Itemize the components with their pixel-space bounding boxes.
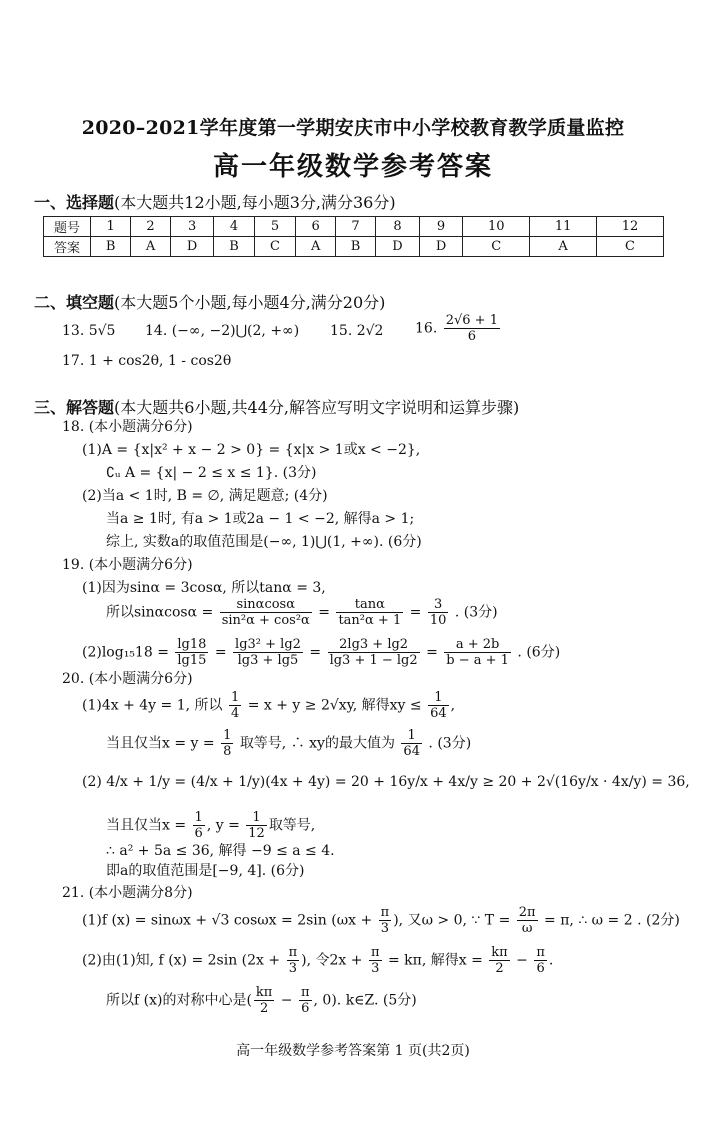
fraction — [221, 728, 233, 759]
section1-title: 一、选择题 — [34, 193, 115, 212]
score-note: . (6分) — [517, 644, 561, 661]
expr-text: − — [516, 952, 528, 969]
score-note: . (3分) — [454, 604, 498, 621]
numerator: tanα — [336, 597, 403, 613]
denominator: 6 — [194, 826, 203, 841]
expr-text: , — [450, 697, 456, 714]
answer-cell: D — [170, 237, 214, 257]
denominator: 3 — [371, 961, 380, 976]
expr-text: , y = — [206, 817, 240, 834]
fraction — [534, 945, 547, 976]
numerator: 2π — [518, 905, 536, 920]
row-label-answer: 答案 — [44, 237, 91, 257]
denominator: tan²α + 1 — [338, 613, 402, 628]
numerator: 2√6 + 1 — [445, 313, 498, 328]
fraction — [428, 690, 449, 721]
q20-part1 — [82, 690, 455, 721]
fraction — [489, 945, 509, 976]
question-number: 6 — [296, 217, 336, 237]
denominator: lg3 + 1 − lg2 — [329, 653, 418, 668]
numerator: π — [300, 985, 310, 1000]
answer-cell: D — [419, 237, 463, 257]
fraction — [287, 945, 300, 976]
question-number: 4 — [214, 217, 254, 237]
numerator: π — [370, 945, 380, 960]
q21-heading: 21. (本小题满分8分) — [62, 885, 193, 901]
expr-text: 取等号, — [268, 817, 316, 834]
q20-part2 — [82, 773, 690, 791]
exam-title: 2020–2021学年度第一学期安庆市中小学校教育教学质量监控 — [81, 117, 625, 139]
numerator: π — [380, 905, 390, 920]
denominator: 6 — [301, 1001, 310, 1016]
denominator: 64 — [430, 706, 447, 721]
choice-answer-table — [43, 216, 664, 257]
fraction — [193, 810, 205, 841]
denominator: 3 — [380, 921, 390, 936]
expr-text: 所以f (x)的对称中心是( — [106, 992, 252, 1009]
denominator: lg15 — [177, 653, 207, 668]
answer-cell: B — [214, 237, 254, 257]
fraction — [299, 985, 312, 1016]
denominator: 2 — [259, 1001, 269, 1016]
row-label-number: 题号 — [44, 217, 91, 237]
q18-part1: (1)A = {x|x² + x − 2 > 0} = {x|x > 1或x < −2}, — [82, 442, 421, 458]
table-row — [44, 217, 664, 237]
question-number: 10 — [463, 217, 530, 237]
numerator: 2lg3 + lg2 — [328, 637, 420, 653]
numerator: π — [288, 945, 298, 960]
q18-part2: (2)当a < 1时, B = ∅, 满足题意; (4分) — [82, 488, 328, 504]
denominator: 64 — [403, 744, 420, 759]
section1-desc: (本大题共12小题,每小题3分,满分36分) — [114, 193, 396, 212]
expr-text: (1)f (x) = sinωx + √3 cosωx = 2sin (ωx + — [82, 912, 373, 929]
question-number: 7 — [335, 217, 375, 237]
expr-text: ), 令2x + — [301, 952, 363, 969]
q19-part2-calc: (2)log₁₅18 = $\frac{\lg 18}{\lg 15}$ = $\frac{\text{lg3² + lg2}}{\lg 3 + \lg 5}$ = $\frac{2\lg 3 + \lg 2}{\lg 3 + 1 - \lg 2}$ = $\frac{a + 2b}{b - a + 1}$ . (6分) — [82, 637, 561, 668]
numerator: 1 — [230, 690, 240, 705]
question-number: 9 — [419, 217, 463, 237]
denominator: ω — [521, 921, 533, 936]
inequality-expression: 4/x + 1/y = (4/x + 1/y)(4x + 4y) = 20 + 16y/x + 4x/y ≥ 20 + 2√(16y/x · 4x/y) = 36, — [106, 774, 690, 790]
question-number: 11 — [530, 217, 597, 237]
fraction — [517, 905, 538, 936]
question-number: 5 — [254, 217, 296, 237]
answer-q17: 17. 1 + cos2θ, 1 - cos2θ — [62, 353, 232, 369]
q20-part2-solve: ∴ a² + 5a ≤ 36, 解得 −9 ≤ a ≤ 4. — [106, 843, 335, 859]
question-number: 1 — [91, 217, 131, 237]
expr-text: (1)4x + 4y = 1, 所以 — [82, 697, 223, 714]
section2-desc: (本大题5个小题,每小题4分,满分20分) — [114, 293, 386, 312]
denominator: 12 — [248, 826, 265, 841]
fraction — [246, 810, 267, 841]
answer-cell: B — [335, 237, 375, 257]
q18-part2-case: 当a ≥ 1时, 有a > 1或2a − 1 < −2, 解得a > 1; — [106, 511, 415, 527]
expr-text: ), 又ω > 0, ∵ T = — [393, 912, 511, 929]
denominator: lg3 + lg5 — [237, 653, 299, 668]
numerator: kπ — [491, 945, 508, 960]
expr-text: (2)log₁₅18 = — [82, 644, 169, 661]
denominator: 2 — [495, 961, 504, 976]
q21-symmetry-center — [106, 985, 417, 1016]
denominator: 4 — [230, 706, 240, 721]
denominator: 3 — [288, 961, 297, 976]
answer-q13: 13. 5√5 — [62, 323, 116, 339]
expr-text: = x + y ≥ 2√xy, 解得xy ≤ — [247, 697, 422, 714]
fraction — [254, 985, 274, 1016]
section2-heading — [34, 290, 385, 313]
answer-cell: C — [597, 237, 664, 257]
q19-heading: 19. (本小题满分6分) — [62, 557, 193, 573]
page-footer: 高一年级数学参考答案第 1 页(共2页) — [236, 1043, 470, 1059]
fraction — [428, 597, 449, 628]
numerator: 1 — [194, 810, 203, 825]
answer-cell: B — [91, 237, 131, 257]
expr-text: = kπ, 解得x = — [387, 952, 483, 969]
expr-text: (2) — [82, 774, 102, 790]
fraction — [379, 905, 392, 936]
q21-part1 — [82, 905, 680, 936]
answer-q15: 15. 2√2 — [330, 323, 384, 339]
q20-part1-equality — [106, 728, 471, 759]
answer-q14: 14. (−∞, −2)⋃(2, +∞) — [145, 323, 300, 339]
score-note: = π, ∴ ω = 2 . (2分) — [544, 912, 680, 929]
answer-cell: C — [463, 237, 530, 257]
document-title: 高一年级数学参考答案 — [212, 152, 493, 182]
answer-cell: D — [376, 237, 420, 257]
question-number: 2 — [131, 217, 171, 237]
denominator: 10 — [429, 613, 447, 628]
q19-part1-calc: 所以sinαcosα = $\frac{\sin\alpha\cos\alpha}{\text{sin²α + cos²α}}$ = $\frac{\tan\alpha}{\text{tan²α + 1}}$ = $\frac{3}{10}$ . (3分) — [106, 597, 498, 628]
q16-fraction — [444, 313, 500, 344]
q16-label: 16. — [415, 320, 438, 337]
fraction — [175, 637, 208, 668]
score-note: , 0). k∈Z. (5分) — [313, 992, 417, 1009]
section1-heading — [34, 190, 396, 213]
answer-cell: A — [296, 237, 336, 257]
answer-cell: C — [254, 237, 296, 257]
expr-text: 当且仅当x = — [106, 817, 187, 834]
q20-conclusion: 即a的取值范围是[−9, 4]. (6分) — [106, 863, 305, 879]
answer-q16 — [415, 313, 502, 344]
fraction — [328, 637, 420, 668]
numerator: 1 — [223, 728, 232, 743]
score-note: . (3分) — [428, 735, 472, 752]
expr-text: 所以sinαcosα = — [106, 604, 214, 621]
numerator: lg3² + lg2 — [235, 637, 301, 652]
q20-heading: 20. (本小题满分6分) — [62, 671, 193, 687]
section2-title: 二、填空题 — [34, 293, 115, 312]
q18-heading: 18. (本小题满分6分) — [62, 419, 193, 435]
numerator: 3 — [428, 597, 449, 613]
denominator: b − a + 1 — [446, 653, 509, 668]
answer-cell: A — [530, 237, 597, 257]
numerator: kπ — [255, 985, 273, 1000]
fraction — [369, 945, 382, 976]
table-row — [44, 237, 664, 257]
expr-text: (2)由(1)知, f (x) = 2sin (2x + — [82, 952, 281, 969]
expr-text: − — [280, 992, 293, 1009]
fraction — [401, 728, 422, 759]
numerator: 1 — [428, 690, 449, 706]
fraction — [233, 637, 303, 668]
question-number: 12 — [597, 217, 664, 237]
denominator: sin²α + cos²α — [221, 613, 310, 628]
q18-conclusion: 综上, 实数a的取值范围是(−∞, 1)⋃(1, +∞). (6分) — [106, 534, 422, 550]
q18-part1-complement: ∁ᵤ A = {x| − 2 ≤ x ≤ 1}. (3分) — [106, 465, 317, 481]
denominator: 8 — [223, 744, 232, 759]
expr-text: . — [548, 952, 554, 969]
expr-text: 当且仅当x = y = — [106, 735, 215, 752]
denominator: 6 — [536, 961, 545, 976]
q20-part2-equality — [106, 810, 315, 841]
section3-title: 三、解答题 — [34, 398, 115, 417]
answer-cell: A — [131, 237, 171, 257]
numerator: lg18 — [177, 637, 207, 652]
fraction — [229, 690, 241, 721]
fraction — [336, 597, 403, 628]
fraction — [444, 637, 511, 668]
fraction — [220, 597, 312, 628]
numerator: π — [536, 945, 545, 960]
numerator: a + 2b — [444, 637, 511, 653]
question-number: 8 — [376, 217, 420, 237]
q21-part2 — [82, 945, 553, 976]
section3-desc: (本大题共6小题,共44分,解答应写明文字说明和运算步骤) — [114, 398, 520, 417]
numerator: 1 — [246, 810, 267, 826]
numerator: 1 — [401, 728, 422, 744]
expr-text: 取等号, ∴ xy的最大值为 — [239, 735, 395, 752]
q19-part1: (1)因为sinα = 3cosα, 所以tanα = 3, — [82, 580, 326, 596]
question-number: 3 — [170, 217, 214, 237]
denominator: 6 — [467, 329, 476, 344]
numerator: sinαcosα — [220, 597, 312, 613]
section3-heading — [34, 395, 519, 418]
